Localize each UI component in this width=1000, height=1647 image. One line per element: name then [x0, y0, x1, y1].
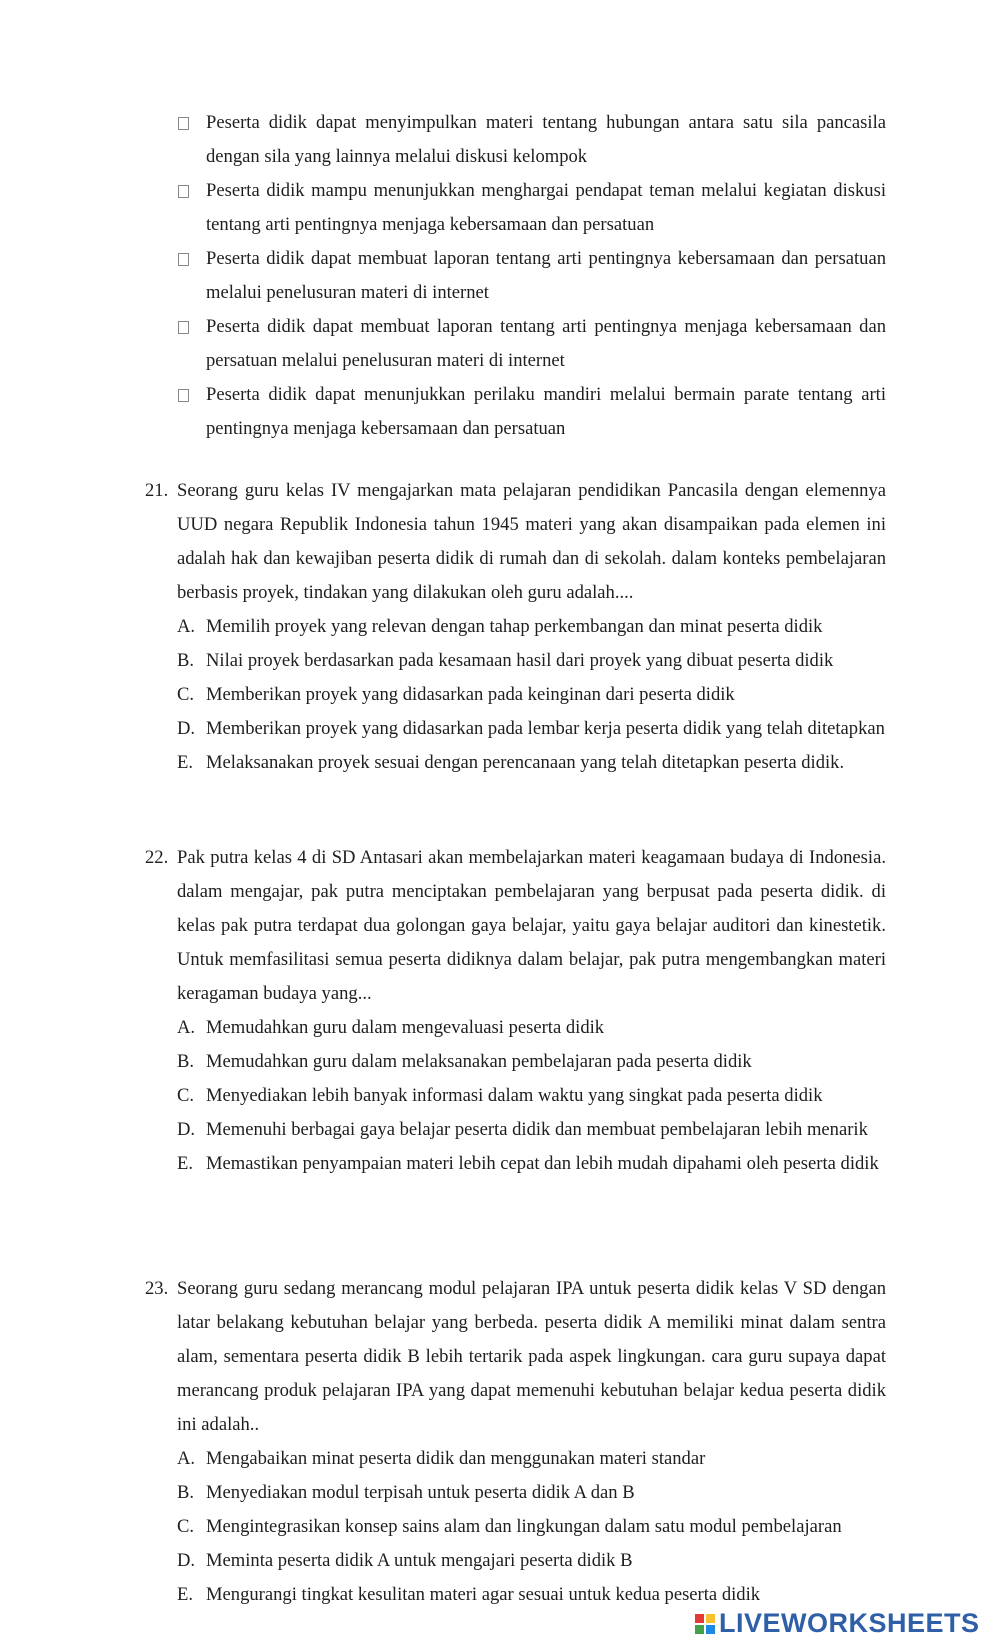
option-e[interactable]: [177, 1578, 886, 1612]
option-text: Memberikan proyek yang didasarkan pada lembar kerja peserta didik yang telah ditetapkan: [206, 718, 885, 739]
option-e[interactable]: [177, 746, 886, 780]
logo-square: [706, 1625, 715, 1634]
option-text: Mengabaikan minat peserta didik dan menggunakan materi standar: [206, 1448, 706, 1469]
question-text: Seorang guru kelas IV mengajarkan mata pelajaran pendidikan Pancasila dengan elemennya UUD negara Republik Indonesia tahun 1945 materi yang akan disampaikan pada elemen ini adalah hak dan kewajiban peserta didik di rumah dan di sekolah. dalam konteks pembelajaran berbasis proyek, tindakan yang dilakukan oleh guru adalah....: [177, 480, 886, 603]
option-text: Nilai proyek berdasarkan pada kesamaan hasil dari proyek yang dibuat peserta didik: [206, 650, 834, 671]
options-list: [177, 1011, 886, 1181]
question-number: 21.: [145, 480, 169, 501]
option-b[interactable]: [177, 1476, 886, 1510]
logo-square: [706, 1614, 715, 1623]
logo-square: [695, 1614, 704, 1623]
objective-text: Peserta didik dapat menunjukkan perilaku mandiri melalui bermain parate tentang arti pentingnya menjaga kebersamaan dan persatuan: [206, 384, 886, 439]
option-letter: D.: [177, 1550, 196, 1571]
objective-text: Peserta didik dapat menyimpulkan materi tentang hubungan antara satu sila pancasila dengan sila yang lainnya melalui diskusi kelompok: [206, 112, 886, 167]
bullet-box-icon: [178, 378, 206, 446]
option-letter: E.: [177, 752, 194, 773]
bullet-box-icon: [178, 310, 206, 378]
objective-item: [178, 242, 886, 310]
question-text: Pak putra kelas 4 di SD Antasari akan membelajarkan materi keagamaan budaya di Indonesia. dalam mengajar, pak putra menciptakan pembelajaran yang berpusat pada peserta didik. di kelas pak putra terdapat dua golongan gaya belajar, yaitu gaya belajar auditori dan kinestetik. Untuk memfasilitasi semua peserta didiknya dalam belajar, pak putra mengembangkan materi keragaman budaya yang...: [177, 847, 886, 1004]
question-22: [145, 841, 886, 1181]
objectives-list: [178, 106, 886, 446]
option-c[interactable]: [177, 678, 886, 712]
option-text: Menyediakan modul terpisah untuk peserta didik A dan B: [206, 1482, 635, 1503]
options-list: [177, 1442, 886, 1612]
option-c[interactable]: [177, 1510, 886, 1544]
objective-item: [178, 310, 886, 378]
option-text: Memberikan proyek yang didasarkan pada keinginan dari peserta didik: [206, 684, 735, 705]
logo-text: LIVEWORKSHEETS: [719, 1608, 980, 1638]
option-text: Mengintegrasikan konsep sains alam dan lingkungan dalam satu modul pembelajaran: [206, 1516, 842, 1537]
question-stem: [145, 1272, 886, 1442]
question-21: [145, 474, 886, 780]
bullet-box-icon: [178, 174, 206, 242]
question-number: 23.: [145, 1278, 169, 1299]
objective-item: [178, 106, 886, 174]
question-23: [145, 1272, 886, 1612]
question-stem: [145, 841, 886, 1011]
option-letter: C.: [177, 1085, 195, 1106]
objective-text: Peserta didik mampu menunjukkan menghargai pendapat teman melalui kegiatan diskusi tentang arti pentingnya menjaga kebersamaan dan persatuan: [206, 180, 886, 235]
option-e[interactable]: [177, 1147, 886, 1181]
objective-text: Peserta didik dapat membuat laporan tentang arti pentingnya menjaga kebersamaan dan persatuan melalui penelusuran materi di internet: [206, 316, 886, 371]
option-a[interactable]: [177, 1011, 886, 1045]
objective-item: [178, 378, 886, 446]
option-letter: A.: [177, 1448, 196, 1469]
bullet-box-icon: [178, 106, 206, 174]
options-list: [177, 610, 886, 780]
option-letter: E.: [177, 1584, 194, 1605]
objective-text: Peserta didik dapat membuat laporan tentang arti pentingnya kebersamaan dan persatuan melalui penelusuran materi di internet: [206, 248, 886, 303]
option-letter: D.: [177, 1119, 196, 1140]
option-text: Memilih proyek yang relevan dengan tahap perkembangan dan minat peserta didik: [206, 616, 823, 637]
option-letter: C.: [177, 684, 195, 705]
question-text: Seorang guru sedang merancang modul pelajaran IPA untuk peserta didik kelas V SD dengan latar belakang kebutuhan belajar yang berbeda. peserta didik A memiliki minat dalam sentra alam, sementara peserta didik B lebih tertarik pada aspek lingkungan. cara guru supaya dapat merancang produk pelajaran IPA yang dapat memenuhi kebutuhan belajar kedua peserta didik ini adalah..: [177, 1278, 886, 1435]
option-text: Meminta peserta didik A untuk mengajari peserta didik B: [206, 1550, 633, 1571]
option-letter: E.: [177, 1153, 194, 1174]
option-text: Memudahkan guru dalam mengevaluasi peserta didik: [206, 1017, 605, 1038]
option-a[interactable]: [177, 1442, 886, 1476]
option-letter: A.: [177, 616, 196, 637]
option-letter: D.: [177, 718, 196, 739]
option-letter: B.: [177, 650, 195, 671]
liveworksheets-logo[interactable]: [695, 1608, 980, 1639]
bullet-box-icon: [178, 242, 206, 310]
option-b[interactable]: [177, 644, 886, 678]
option-a[interactable]: [177, 610, 886, 644]
option-c[interactable]: [177, 1079, 886, 1113]
logo-grid-icon: [695, 1614, 715, 1634]
option-letter: A.: [177, 1017, 196, 1038]
option-letter: C.: [177, 1516, 195, 1537]
question-number: 22.: [145, 847, 169, 868]
option-letter: B.: [177, 1482, 195, 1503]
option-text: Melaksanakan proyek sesuai dengan perencanaan yang telah ditetapkan peserta didik.: [206, 752, 845, 773]
option-d[interactable]: [177, 1113, 886, 1147]
option-d[interactable]: [177, 712, 886, 746]
logo-square: [695, 1625, 704, 1634]
option-text: Memudahkan guru dalam melaksanakan pembelajaran pada peserta didik: [206, 1051, 752, 1072]
option-text: Mengurangi tingkat kesulitan materi agar sesuai untuk kedua peserta didik: [206, 1584, 761, 1605]
option-text: Menyediakan lebih banyak informasi dalam waktu yang singkat pada peserta didik: [206, 1085, 823, 1106]
option-d[interactable]: [177, 1544, 886, 1578]
option-letter: B.: [177, 1051, 195, 1072]
option-b[interactable]: [177, 1045, 886, 1079]
objective-item: [178, 174, 886, 242]
option-text: Memenuhi berbagai gaya belajar peserta didik dan membuat pembelajaran lebih menarik: [206, 1119, 868, 1140]
option-text: Memastikan penyampaian materi lebih cepat dan lebih mudah dipahami oleh peserta didik: [206, 1153, 879, 1174]
question-stem: [145, 474, 886, 610]
